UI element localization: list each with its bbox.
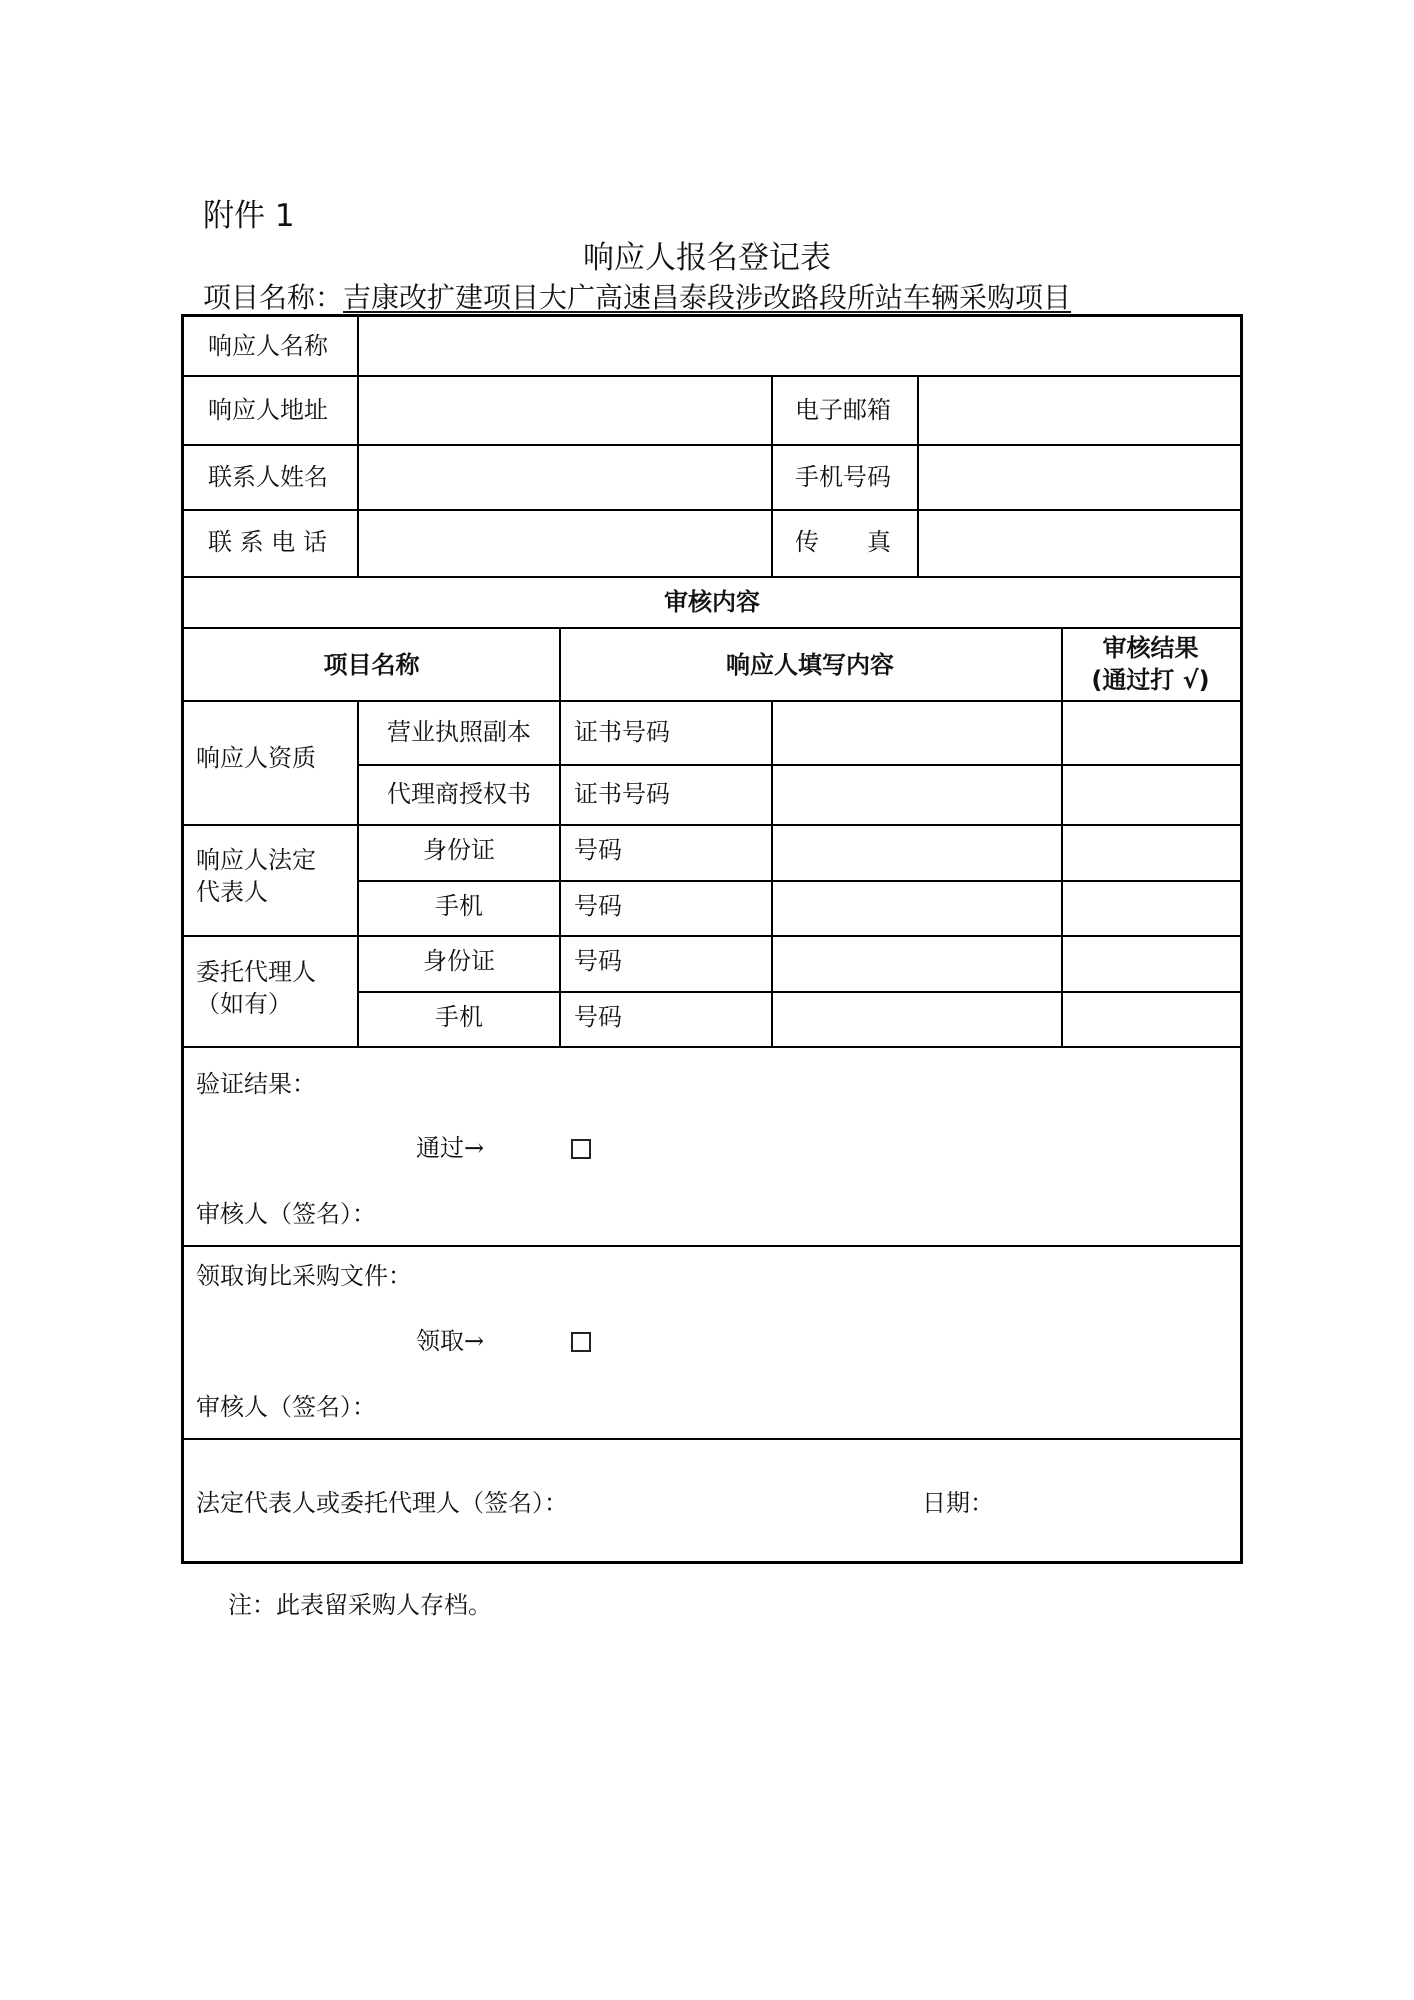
col-divider [357, 317, 359, 576]
row-divider [184, 627, 1240, 629]
agent-label-cont: （如有） [196, 990, 292, 1018]
footnote: 注：此表留采购人存档。 [228, 1591, 492, 1619]
cert-number-label: 证书号码 [574, 718, 670, 746]
col-divider [559, 627, 561, 1046]
row-divider [184, 700, 1240, 702]
verification-label: 验证结果： [196, 1070, 316, 1098]
number-label: 号码 [574, 836, 622, 864]
col-result-header-note: (通过打 √) [1091, 666, 1210, 694]
signer-label: 法定代表人或委托代理人（签名）： [196, 1489, 568, 1517]
documents-reviewer-label: 审核人（签名）： [196, 1393, 376, 1421]
attachment-label: 附件 1 [203, 198, 295, 234]
col-result-header: 审核结果 [1102, 634, 1199, 662]
row-divider [358, 764, 1240, 766]
row-divider [184, 444, 1240, 446]
col-item-header: 项目名称 [323, 651, 420, 679]
verification-reviewer-label: 审核人（签名）： [196, 1200, 376, 1228]
respondent-address-label: 响应人地址 [208, 396, 328, 424]
agent-id-label: 身份证 [423, 947, 495, 975]
col-divider [357, 700, 359, 1046]
row-divider [358, 991, 1240, 993]
pass-label: 通过→ [416, 1134, 485, 1162]
row-divider [184, 1438, 1240, 1440]
agent-label: 委托代理人 [196, 958, 316, 986]
row-divider [184, 509, 1240, 511]
project-name-value: 吉康改扩建项目大广高速昌泰段涉改路段所站车辆采购项目 [343, 281, 1072, 314]
number-label: 号码 [574, 947, 622, 975]
project-name-label: 项目名称： [203, 281, 344, 314]
row-divider [358, 880, 1240, 882]
col-divider [917, 375, 919, 576]
project-name-line [203, 276, 1071, 316]
col-divider [771, 375, 773, 576]
review-section-title: 审核内容 [664, 588, 760, 616]
fax-label: 传 真 [795, 528, 891, 556]
respondent-name-label: 响应人名称 [208, 332, 328, 360]
registration-form [181, 314, 1243, 1564]
phone-label: 联 系 电 话 [208, 528, 327, 556]
legal-rep-label-cont: 代表人 [196, 878, 268, 906]
date-label: 日期： [922, 1489, 994, 1517]
agent-auth-label: 代理商授权书 [387, 780, 531, 808]
receive-checkbox[interactable] [571, 1332, 591, 1352]
form-title: 响应人报名登记表 [583, 240, 831, 276]
email-label: 电子邮箱 [795, 396, 891, 424]
business-license-label: 营业执照副本 [387, 718, 531, 746]
row-divider [184, 576, 1240, 578]
pass-checkbox[interactable] [571, 1139, 591, 1159]
legal-rep-label: 响应人法定 [196, 846, 316, 874]
contact-name-label: 联系人姓名 [208, 463, 328, 491]
documents-label: 领取询比采购文件： [196, 1262, 412, 1290]
number-label: 号码 [574, 892, 622, 920]
legal-rep-id-label: 身份证 [423, 836, 495, 864]
row-divider [184, 1245, 1240, 1247]
agent-phone-label: 手机 [435, 1003, 483, 1031]
row-divider [184, 935, 1240, 937]
row-divider [184, 375, 1240, 377]
qualification-label: 响应人资质 [196, 744, 316, 772]
cert-number-label: 证书号码 [574, 780, 670, 808]
col-fill-header: 响应人填写内容 [726, 651, 894, 679]
mobile-label: 手机号码 [795, 463, 891, 491]
col-divider [771, 700, 773, 1046]
number-label: 号码 [574, 1003, 622, 1031]
row-divider [184, 824, 1240, 826]
row-divider [184, 1046, 1240, 1048]
receive-label: 领取→ [416, 1327, 485, 1355]
legal-rep-phone-label: 手机 [435, 892, 483, 920]
